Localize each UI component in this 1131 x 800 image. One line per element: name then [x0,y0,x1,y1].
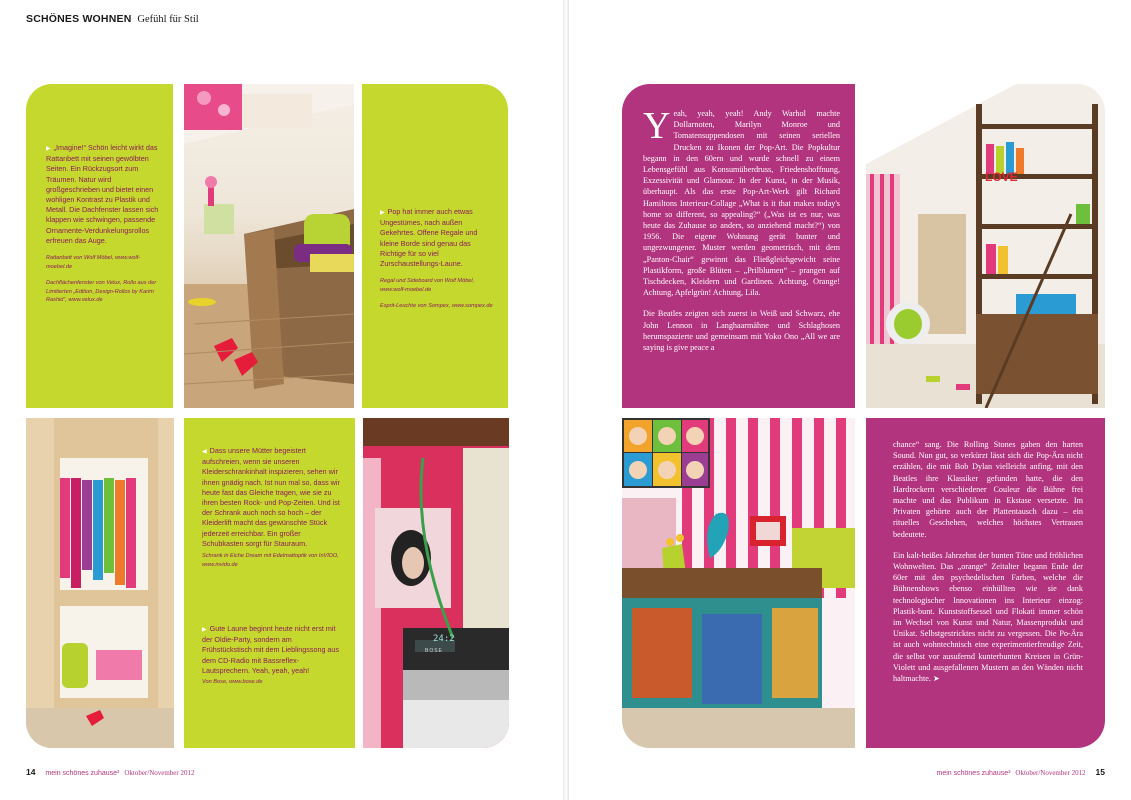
speaker-brand: BOSE [425,648,443,654]
page-gutter [563,0,569,800]
caption-box-bed [26,84,173,408]
caption-wardrobe-credit: Schrank in Eiche Dream mit Edelmattoptik von InVIDO, www.invido.de [202,553,339,568]
radio-illustration [363,418,509,748]
bedroom-illustration [184,84,354,408]
photo-bedroom [184,84,354,408]
page-number-left: 14 [26,767,36,777]
photo-wardrobe [26,418,174,748]
article-box-bottom [866,418,1105,748]
article-paragraph-4: Ein kalt-heißes Jahrzehnt der bunten Töne und fröhlichen Wohnwelten. Das „orange“ Zeitalter begann Ende der 60er mit den psychedelischen Farben, welche die Bühnenshows ebenso einhüllten wie sie dank technologischer Innovationen ins Interieur einzog: Plastik-bunt. Kunststoffsessel und Flokati immer schön im Wechsel von Kunst und Natur, Massenprodukt und Unikat. Selbstgestricktes nicht zu vergessen. Die Po-Ära ist auch wohntechnisch eine experimentierfreudige Zeit, die selbst vor ausufernd kunterbunten Kreisen in Grün-Violett und ausgefallenen Mustern an den Wänden nicht haltmachte. ➤ [893,550,1083,684]
sideboard-illustration [622,418,855,748]
article-paragraph-2: Die Beatles zeigten sich zuerst in Weiß und Schwarz, ehe John Lennon in Langhaarmähne und Schlaghosen herumspazierte und gemeinsam mit Yoko Ono „All we are saying is give peace a [643,309,840,353]
section-header [26,13,199,25]
section-subtitle: Gefühl für Stil [137,14,199,25]
caption-bed-text: ▶ „Imagine!“ Schön leicht wirkt das Rattanbett mit seinen gewölbten Seiten. Ein Rückzugsort zum Träumen. Natur wird großgeschrieben und bietet einen wohligen Kontrast zu Plastik und Metall. Die Dachfenster lassen sich klappen wie schwingen, passende Ornamente-Verdunkelungsrollos erfreuen das Auge. [46,143,159,245]
article-box-top [622,84,855,408]
photo-radio [363,418,509,748]
caption-pop-credit-1: Regal und Sideboard von Wolf Möbel, www.wolf-moebel.de [380,278,475,293]
arrow-right-icon: ▶ [46,146,51,152]
arrow-right-icon: ▶ [202,627,207,633]
love-sign: LOVE [985,170,1018,184]
caption-radio-text: ▶ Gute Laune beginnt heute nicht erst mit der Oldie-Party, sondern am Frühstückstisch mit dem Lieblingssong aus dem CD-Radio mit Bassreflex-Lautsprechern. Yeah, yeah, yeah! [202,624,340,675]
caption-wardrobe-text: ◀ Dass unsere Mütter begeistert aufschreien, wenn sie unseren Kleiderschrankinhalt inspizieren, sehen wir ihnen gnädig nach. Ist nun mal so, dass wir heute fast das Gleiche tragen, wie sie zu ihren besten Rock- und Pop-Zeiten. Und ist der Schrank auch noch so hoch – der Kleiderlift macht das gewünschte Stück jederzeit erreichbar. Ein großer Schubkasten sorgt für Stauraum. [202,446,340,548]
section-title: SCHÖNES WOHNEN [26,13,132,25]
issue-date-right: Oktober/November 2012 [1015,769,1086,777]
caption-bed-credit-2: Dachflächenfenster von Velux, Rollo aus der Limitierten „Edition_Design-Rollos by Karim Rashid“, www.velux.de [46,280,157,304]
issue-date-left: Oktober/November 2012 [124,769,195,777]
radio-display: 24:2 [433,634,455,644]
caption-box-pop [362,84,508,408]
photo-shelf-room [866,84,1105,408]
wardrobe-illustration [26,418,174,748]
photo-sideboard [622,418,855,748]
magazine-name-right: mein schönes zuhause³ [936,770,1011,777]
caption-radio-credit: Von Bose, www.bose.de [202,679,263,686]
footer-right [937,767,1106,777]
caption-box-wardrobe [184,418,355,748]
arrow-left-icon: ◀ [202,449,207,455]
magazine-name-left: mein schönes zuhause³ [45,770,120,777]
caption-pop-credit-2: Esprit-Leuchte von Sompex, www.sompex.de [380,303,493,310]
end-arrow-icon: ➤ [933,674,940,684]
article-paragraph-3: chance“ sang. Die Rolling Stones gaben den harten Sound. Nun gut, so verkürzt lässt sich die Pop-Ära nicht erzählen, die mit Bob Dylan vielleicht anfing, mit den Beatles ihre Klassiker gefunden hatte, die den Hardrockern verschiedener Couleur die Bühne frei machte und das Publikum in Ekstase versetzte. Im Privaten gehörte auch der Plattentausch dazu – ein rituelles Geschehen, welches höchstes Vertrauen bedeutete. [893,440,1083,539]
article-dropcap: Y [643,105,671,147]
shelf-room-illustration [866,84,1105,408]
caption-bed-credit-1: Rattanbett von Wolf Möbel, www.wolf-moebel.de [46,255,141,270]
article-paragraph-1: Yeah, yeah, yeah! Andy Warhol machte Dollarnoten, Marilyn Monroe und Tomatensuppendosen mit seinen seriellen Drucken zu Ikonen der Pop-Art. Die Popkultur begann in den 60ern und wurde schnell zu einem Lebensgefühl aus Konsumüberdruss, Friedenshoffnung, Exzessivität und Glamour. In der Kunst, in der Musik, überhaupt. Als das erste Pop-Art-Werk gilt Richard Hamiltons Interieur-Collage „What is it that makes today's home so different, so appealing?“ („Was ist es nur, was heute das Zuhause so anders, so anziehend macht?“) von 1956. Die eigene Wohnung gerät bunter und ungezwungener. Muster werden geometrisch, mit dem „Panton-Chair“ gewinnt das Fließgleichgewicht seine Plastikform, große Blüten – „Prilblumen“ – prangen auf Tischdecken, Kleidern und Gardinen. Achtung, Orange! Achtung, Apfelgrün! Achtung, Lila. [643,105,840,298]
caption-pop-text: ▶ Pop hat immer auch etwas Ungestümes, nach außen Gekehrtes. Offene Regale und kleine Borde sind genau das Richtige für so viel Zurschaustellungs-Laune. [380,207,478,269]
footer-left [26,767,195,777]
arrow-right-icon: ▶ [380,210,385,216]
page-number-right: 15 [1095,767,1105,777]
